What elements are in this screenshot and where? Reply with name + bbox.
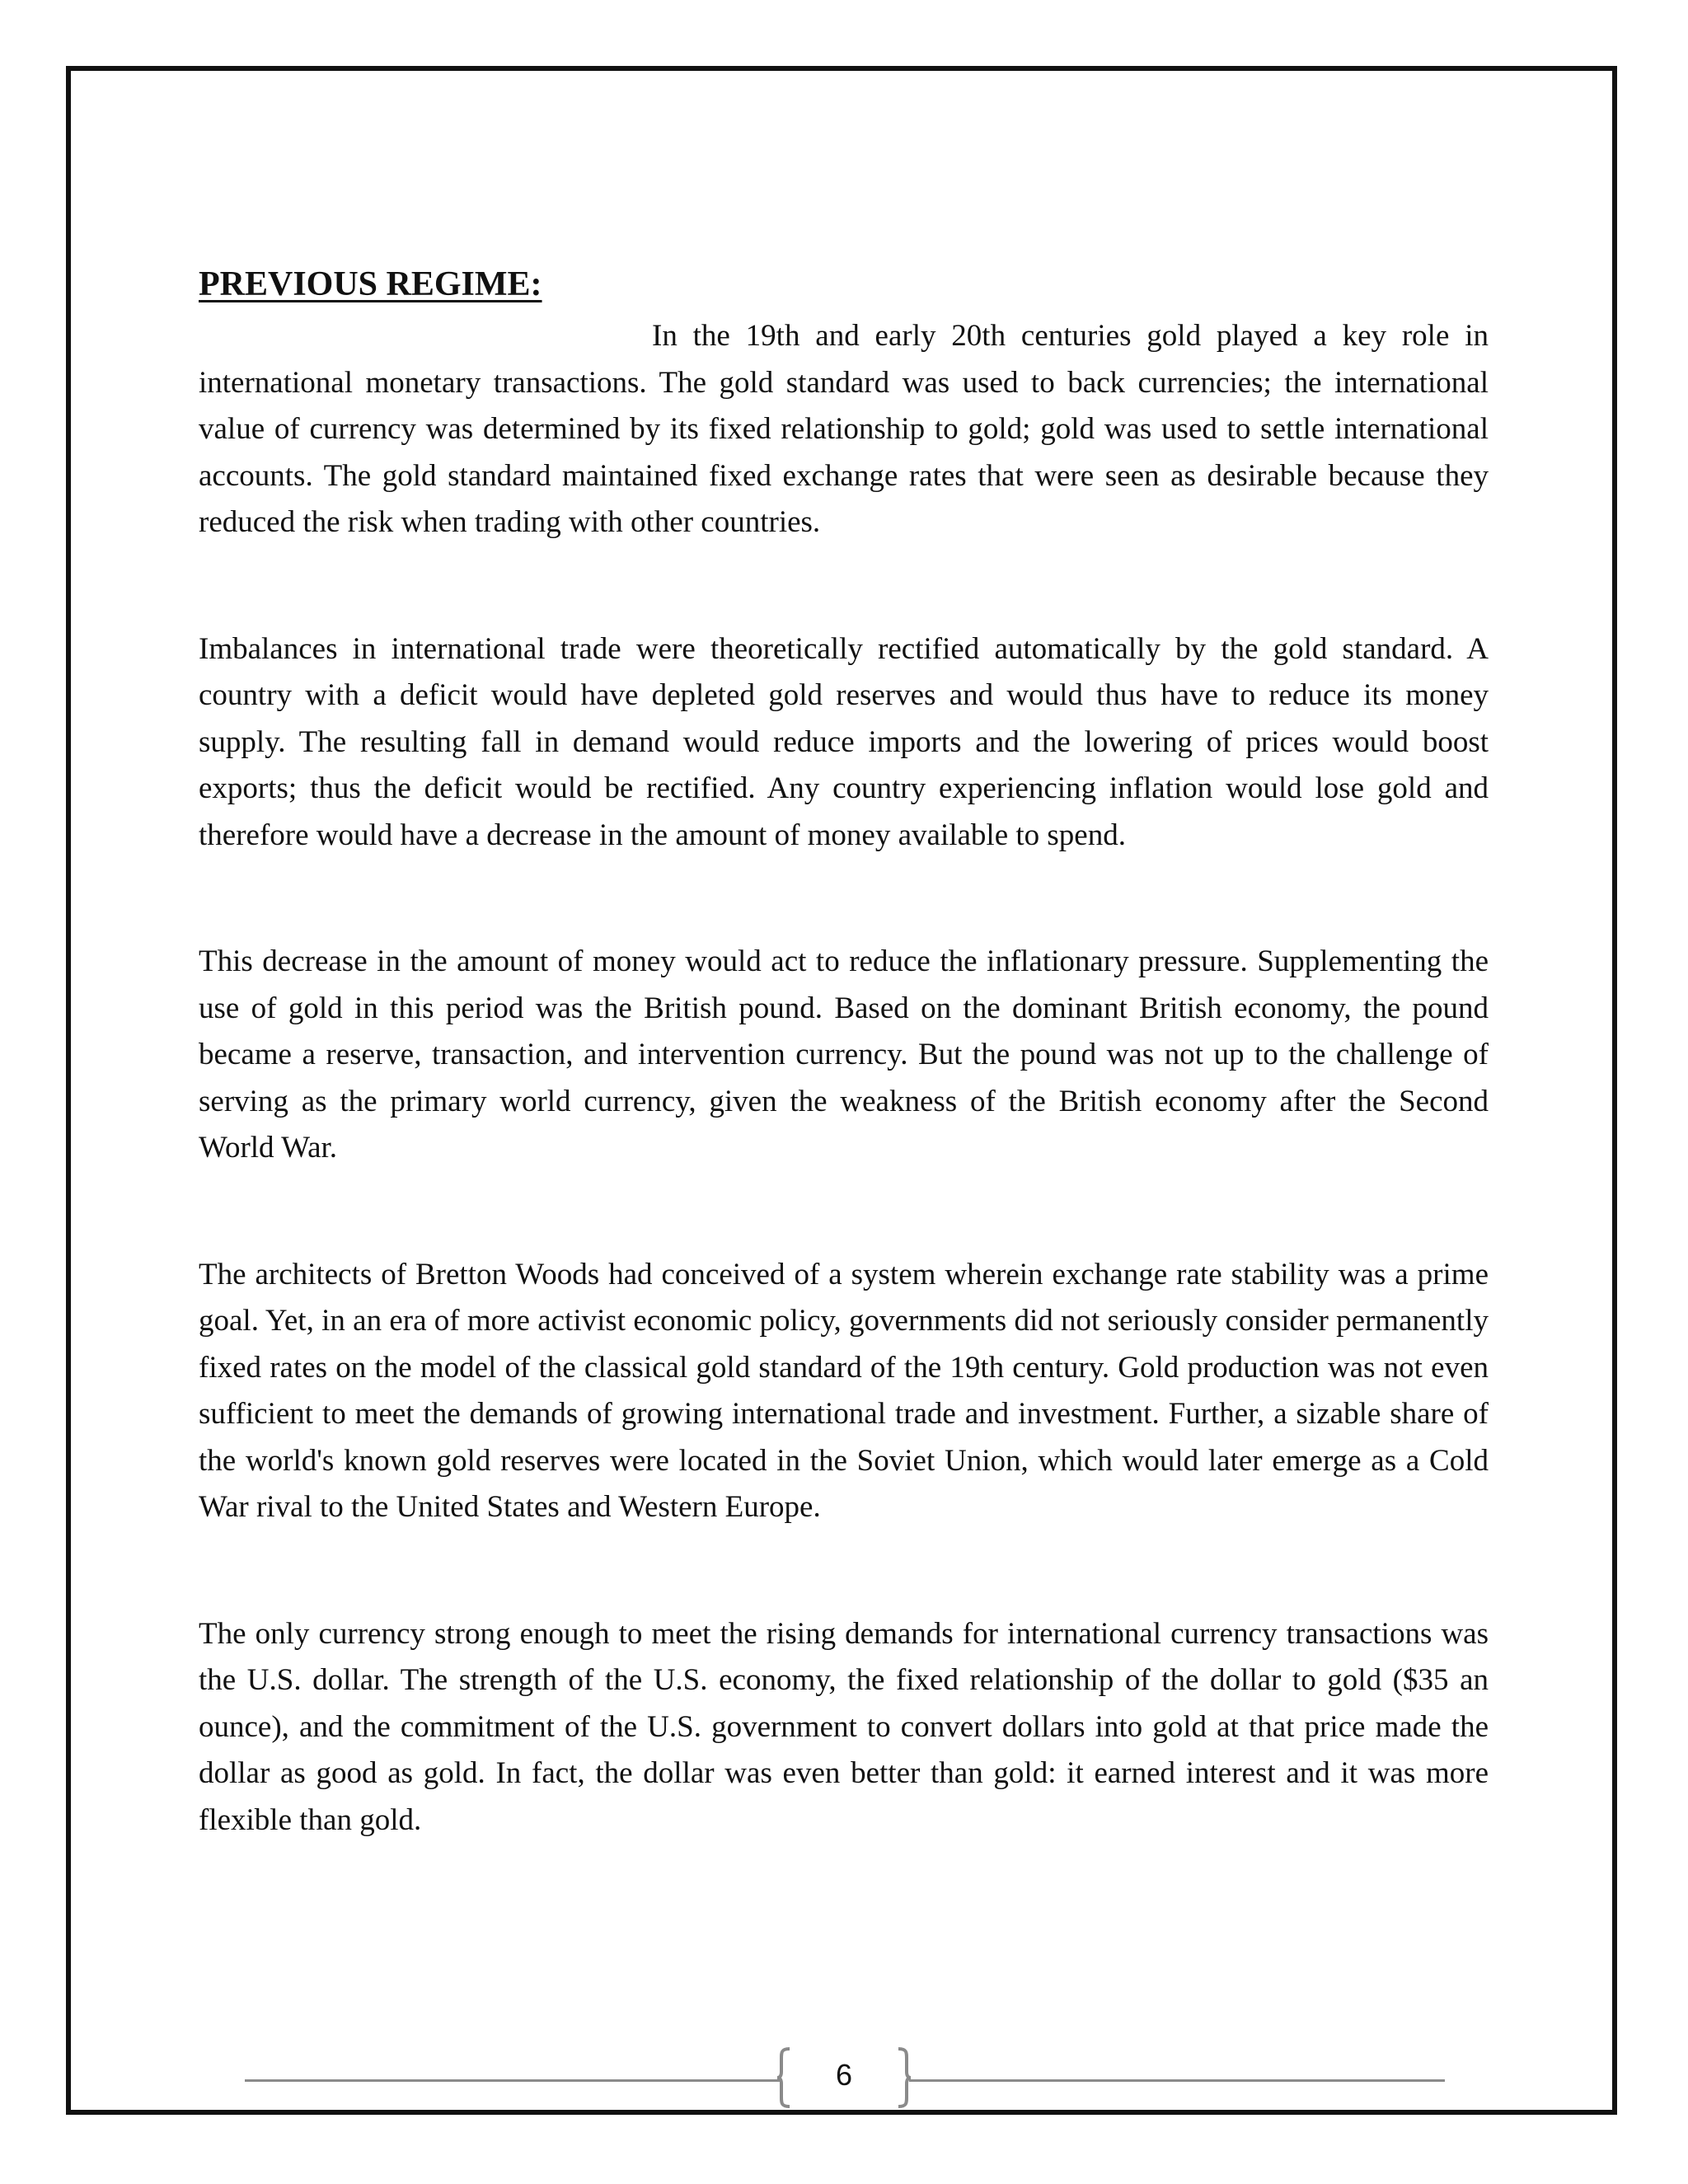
footer-rule-left [245,2079,781,2082]
paragraph-5: The only currency strong enough to meet the rising demands for international currency transactions was the U.S. dollar. The strength of the U.S. economy, the fixed relationship of the dollar to gold ($35 an ounce), and the commitment of the U.S. government to convert dollars into gold at that price made the dollar as good as gold. In fact, the dollar was even better than gold: it earned interest and it was more flexible than gold. [199,1616,1489,1837]
page-number: 6 [835,2058,853,2092]
paragraph-4: The architects of Bretton Woods had conceived of a system wherein exchange rate stability was a prime goal. Yet, in an era of more activist economic policy, governments did not seriously consider permanently fixed rates on the model of the classical gold standard of the 19th century. Gold production was not even sufficient to meet the demands of growing international trade and investment. Further, a sizable share of the world's known gold reserves were located in the Soviet Union, which would later emerge as a Cold War rival to the United States and Western Europe. [199,1257,1489,1524]
right-brace-decoration [897,2047,912,2108]
footer-rule-right [909,2079,1445,2082]
paragraph-3: This decrease in the amount of money would act to reduce the inflationary pressure. Supplementing the use of gold in this period was the British pound. Based on the dominant British economy, the pound became a reserve, transaction, and intervention currency. But the pound was not up to the challenge of serving as the primary world currency, given the weakness of the British economy after the Second World War. [199,944,1489,1165]
page-content [199,262,1489,1844]
section-heading: PREVIOUS REGIME: [199,265,542,303]
paragraph-2: Imbalances in international trade were theoretically rectified automatically by the gold standard. A country with a deficit would have depleted gold reserves and would thus have to reduce its money supply. The resulting fall in demand would reduce imports and the lowering of prices would boost exports; thus the deficit would be rectified. Any country experiencing inflation would lose gold and therefore would have a decrease in the amount of money available to spend. [199,631,1489,852]
left-brace-decoration [776,2047,791,2108]
paragraph-1: In the 19th and early 20th centuries gold played a key role in international monetary transactions. The gold standard was used to back currencies; the international value of currency was determined by its fixed relationship to gold; gold was used to settle international accounts. The gold standard maintained fixed exchange rates that were seen as desirable because they reduced the risk when trading with other countries. [199,319,1489,539]
